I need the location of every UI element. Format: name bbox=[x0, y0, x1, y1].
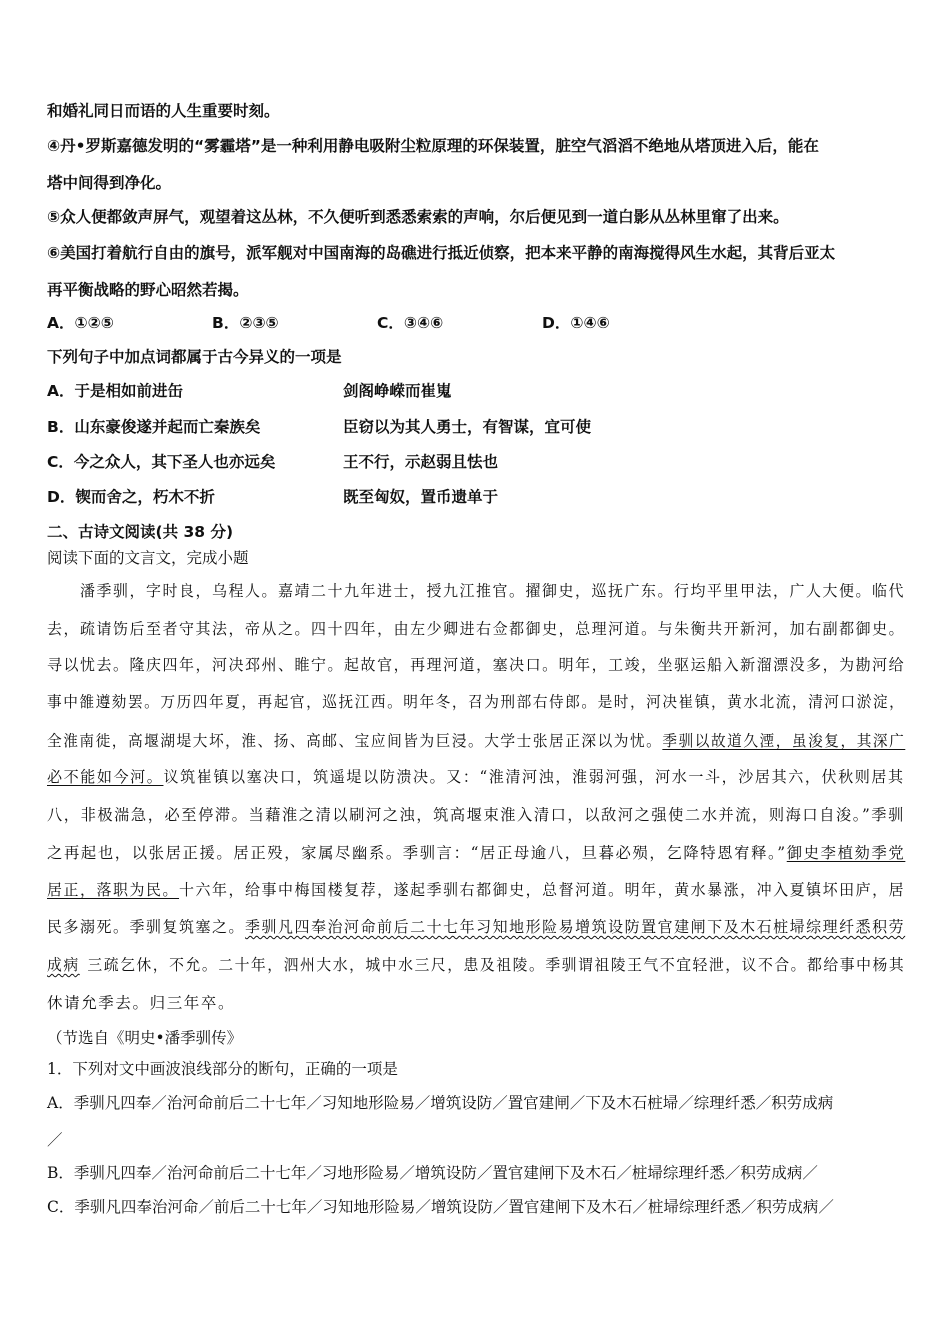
sentence-5: ⑤众人便都敛声屏气，观望着这丛林，不久便听到悉悉索索的声响，尔后便见到一道白影从丛林里窜了出来。 bbox=[47, 208, 789, 226]
passage-line: 去，疏请饬后至者守其法，帝从之。四十四年，由左少卿进右佥都御史，总理河道。与朱衡共开新河，加右副都御史。 bbox=[47, 620, 906, 638]
option-c-second: 王不行，示赵弱且怯也 bbox=[343, 453, 499, 471]
passage-text: 民多溺死。季驯复筑塞之。 bbox=[47, 918, 246, 936]
passage-text: 议筑崔镇以塞决口，筑遥堤以防溃决。又：“淮清河浊，淮弱河强，河水一斗，沙居其六，伏秋则居其 bbox=[163, 768, 905, 786]
underlined-text: 居正，落职为民。 bbox=[47, 881, 180, 899]
option-d[interactable]: D．①④⑥ bbox=[542, 314, 610, 332]
passage-text: 之再起也，以张居正援。居正殁，家属尽幽系。季驯言：“居正母逾八，旦暮必殒，乞降特恩宥释。” bbox=[47, 844, 787, 862]
passage-line: 潘季驯，字时良，乌程人。嘉靖二十九年进士，授九江推官。擢御史，巡抚广东。行均平里甲法，广人大便。临代 bbox=[80, 582, 906, 600]
sentence-6-line1: ⑥美国打着航行自由的旗号，派军舰对中国南海的岛礁进行抵近侦察，把本来平静的南海搅得风生水起，其背后亚太 bbox=[47, 244, 836, 262]
section-instruction: 阅读下面的文言文，完成小题 bbox=[47, 549, 249, 567]
option-b[interactable]: B．季驯凡四奉／治河命前后二十七年／习地形险易／增筑设防／置官建闸下及木石／桩埽综理纤悉／积劳成病／ bbox=[47, 1164, 818, 1182]
option-a[interactable]: A．①②⑤ bbox=[47, 314, 114, 332]
option-b[interactable]: B．②③⑤ bbox=[212, 314, 279, 332]
option-b-second: 臣窃以为其人勇士，有智谋，宜可使 bbox=[343, 418, 592, 436]
option-a[interactable]: A．季驯凡四奉／治河命前后二十七年／习知地形险易／增筑设防／置官建闸／下及木石桩埽／综理纤悉／积劳成病 bbox=[47, 1094, 834, 1112]
passage-line bbox=[47, 846, 905, 862]
passage-text: 三疏乞休，不允。二十年，泗州大水，城中水三尺，患及祖陵。季驯谓祖陵王气不宜轻泄，议不合。都给事中杨其 bbox=[87, 956, 906, 974]
passage-line: 事中雒遵劾罢。万历四年夏，再起官，巡抚江西。明年冬，召为刑部右侍郎。是时，河决崔镇，黄水北流，清河口淤淀， bbox=[47, 693, 906, 711]
passage-source: （节选自《明史•潘季驯传》 bbox=[47, 1029, 243, 1047]
wavy-underlined-text: 成病 bbox=[47, 956, 80, 974]
option-c[interactable]: C．季驯凡四奉治河命／前后二十七年／习知地形险易／增筑设防／置官建闸下及木石／桩埽综理纤悉／积劳成病／ bbox=[47, 1198, 834, 1216]
option-b[interactable]: B．山东豪俊遂并起而亡秦族矣 bbox=[47, 418, 261, 436]
section-heading: 二、古诗文阅读(共 38 分) bbox=[47, 523, 234, 541]
wavy-underlined-text: 季驯凡四奉治河命前后二十七年习知地形险易增筑设防置官建闸下及木石桩埽综理纤悉积劳 bbox=[245, 918, 906, 936]
passage-text: 十六年，给事中梅国楼复荐，遂起季驯右都御史，总督河道。明年，黄水暴涨，冲入夏镇坏田庐，居 bbox=[179, 881, 906, 899]
passage-line bbox=[47, 770, 905, 786]
option-d-second: 既至匈奴，置币遗单于 bbox=[343, 488, 499, 506]
option-a[interactable]: A．于是相如前进缶 bbox=[47, 382, 183, 400]
passage-text: 全淮南徙，高堰湖堤大坏，淮、扬、高邮、宝应间皆为巨浸。大学士张居正深以为忧。 bbox=[47, 732, 663, 750]
question-stem: 下列句子中加点词都属于古今异义的一项是 bbox=[47, 348, 342, 366]
sentence-4-line1: ④丹•罗斯嘉德发明的“雾霾塔”是一种利用静电吸附尘粒原理的环保装置，脏空气滔滔不绝地从塔顶进入后，能在 bbox=[47, 137, 819, 155]
option-d[interactable]: D．锲而舍之，朽木不折 bbox=[47, 488, 215, 506]
underlined-text: 御史李植劾季党 bbox=[786, 844, 906, 862]
passage-line bbox=[47, 958, 905, 974]
passage-line: 八，非极湍急，必至停滞。当藉淮之清以刷河之浊，筑高堰束淮入清口，以敌河之强使二水并流，则海口自浚。”季驯 bbox=[47, 806, 905, 824]
sentence-6-line2: 再平衡战略的野心昭然若揭。 bbox=[47, 281, 249, 299]
passage-line bbox=[47, 883, 905, 899]
underlined-text: 季驯以故道久湮，虽浚复，其深广 bbox=[662, 732, 906, 750]
sentence-4-line2: 塔中间得到净化。 bbox=[47, 174, 172, 192]
passage-line bbox=[47, 734, 905, 750]
underlined-text: 必不能如今河。 bbox=[47, 768, 164, 786]
passage-line bbox=[47, 920, 905, 936]
passage-line: 休请允季去。归三年卒。 bbox=[47, 994, 236, 1012]
option-a-second: 剑阁峥嵘而崔嵬 bbox=[343, 382, 452, 400]
option-c[interactable]: C．今之众人，其下圣人也亦远矣 bbox=[47, 453, 276, 471]
option-a-continuation: ／ bbox=[47, 1131, 63, 1149]
text-line: 和婚礼同日而语的人生重要时刻。 bbox=[47, 102, 280, 120]
option-c[interactable]: C．③④⑥ bbox=[377, 314, 444, 332]
question-stem: 1．下列对文中画波浪线部分的断句，正确的一项是 bbox=[47, 1060, 398, 1078]
passage-line: 寻以忧去。隆庆四年，河决邳州、睢宁。起故官，再理河道，塞决口。明年，工竣，坐驱运船入新溜漂没多，为勘河给 bbox=[47, 656, 906, 674]
